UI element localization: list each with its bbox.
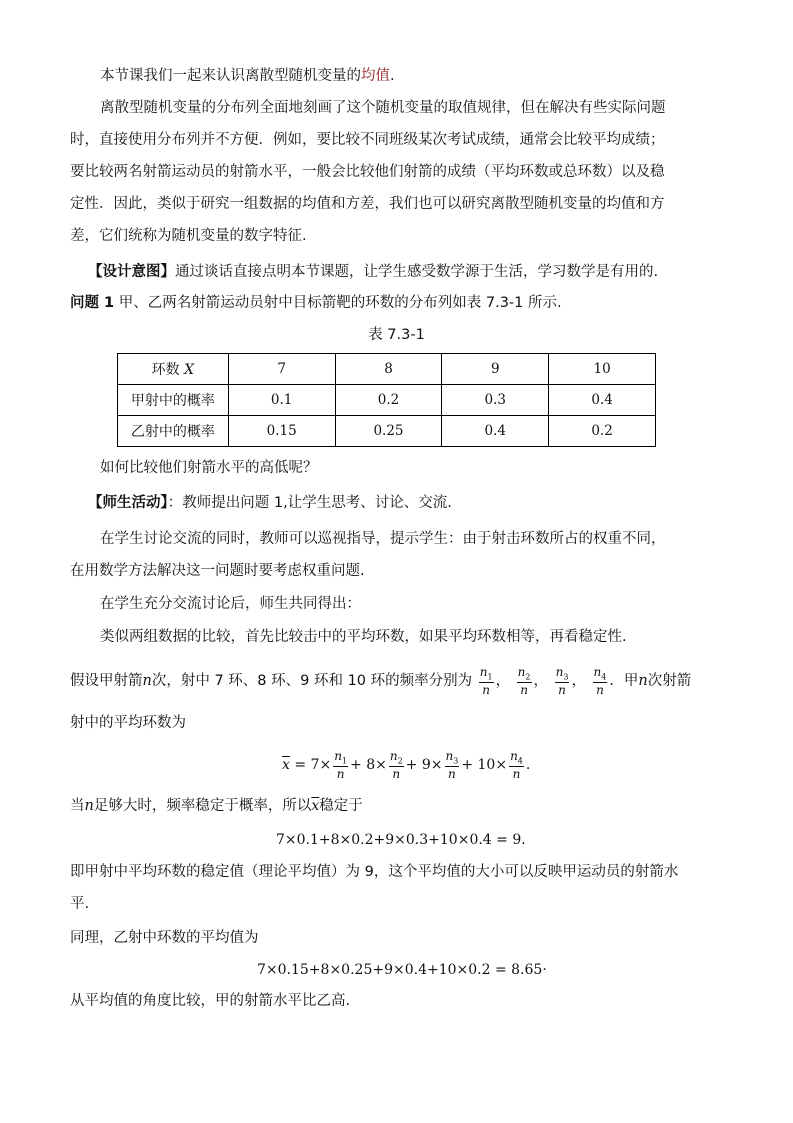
table-row [118, 385, 656, 416]
para2-line-2: 在用数学方法解决这一问题时要考虑权重问题. [70, 563, 365, 579]
design-intent [88, 262, 658, 282]
para1-line-4: 定性．因此，类似于研究一组数据的均值和方差，我们也可以研究离散型随机变量的均值和方 [70, 196, 665, 212]
fraction-n4 [593, 666, 608, 696]
assume-text-d: 次射箭 [647, 673, 692, 690]
question-label: 问题 1 [70, 295, 115, 311]
assume-text-b: 次，射中 7 环、8 环、9 环和 10 环的频率分别为 [151, 673, 473, 690]
intro-text: 本节课我们一起来认识离散型随机变量的 [100, 68, 361, 84]
table-cell: 0.2 [335, 385, 442, 416]
para4: 类似两组数据的比较，首先比较击中的平均环数，如果平均环数相等，再看稳定性. [100, 629, 627, 645]
table-row-label: 甲射中的概率 [118, 385, 229, 416]
frac-num: n [479, 665, 488, 679]
table-header-cell: 10 [549, 354, 656, 385]
frac-num: n [555, 665, 564, 679]
table-caption: 表 7.3-1 [368, 327, 425, 343]
fraction-n3: $\frac{n_3}{n}$ [445, 749, 459, 782]
n-variable: n [142, 673, 152, 690]
table-row [118, 416, 656, 447]
intro-highlight: 均值 [361, 68, 390, 84]
frac-sub: 4 [601, 672, 607, 682]
frac-den: n [482, 683, 491, 698]
conclusion: 从平均值的角度比较，甲的射箭水平比乙高. [70, 993, 351, 1009]
table-cell: 0.4 [549, 385, 656, 416]
header-variable: X [184, 362, 195, 378]
frac-sub: 3 [563, 672, 569, 682]
table-header-row [118, 354, 656, 385]
frac-sub: 1 [487, 672, 493, 682]
x-bar: $\overline{x}$ [311, 798, 320, 814]
table-cell: 0.25 [335, 416, 442, 447]
para3: 在学生充分交流讨论后，师生共同得出： [100, 596, 361, 612]
table-header-cell: 7 [228, 354, 335, 385]
table-cell: 0.4 [442, 416, 549, 447]
when-text-c: 稳定于 [319, 798, 363, 814]
assume-text-a: 假设甲射箭 [70, 673, 143, 690]
frac-den: n [558, 683, 566, 698]
formula-term: + 8× [350, 757, 387, 774]
assume-text-c: ．甲 [609, 673, 639, 690]
fraction-n4: $\frac{n_4}{n}$ [510, 749, 523, 782]
n-variable: n [84, 798, 94, 814]
intro-end: . [390, 68, 395, 84]
formula-expectation-b: 7×0.15+8×0.25+9×0.4+10×0.2 = 8.65· [257, 962, 547, 978]
result-line-2: 平. [70, 896, 90, 912]
para1-line-3: 要比较两名射箭运动员的射箭水平，一般会比较他们射箭的成绩（平均环数或总环数）以及稳 [70, 164, 665, 180]
question-1 [70, 293, 562, 313]
activity-text: ：教师提出问题 1,让学生思考、讨论、交流. [167, 495, 452, 511]
formula-term: + 9× [405, 757, 443, 774]
table-header-cell: 9 [442, 354, 549, 385]
fraction-n2 [517, 666, 532, 696]
formula-average [282, 750, 530, 780]
result-line-1: 即甲射中平均环数的稳定值（理论平均值）为 9，这个平均值的大小可以反映甲运动员的射箭水 [70, 864, 679, 880]
table-cell: 0.2 [549, 416, 656, 447]
para2-line-1: 在学生讨论交流的同时，教师可以巡视指导，提示学生：由于射击环数所占的权重不同， [100, 531, 666, 547]
para1-line-1: 离散型随机变量的分布列全面地刻画了这个随机变量的取值规律，但在解决有些实际问题 [100, 100, 666, 116]
teacher-activity [88, 493, 452, 513]
intro-line [100, 66, 395, 86]
para1-line-2: 时，直接使用分布列并不方便．例如，要比较不同班级某次考试成绩，通常会比较平均成绩； [70, 132, 665, 148]
formula-end: . [525, 757, 531, 774]
para1-line-5: 差，它们统称为随机变量的数字特征. [70, 228, 307, 244]
fraction-n1 [479, 666, 494, 696]
distribution-table [117, 353, 656, 447]
fraction-n1: $\frac{n_1}{n}$ [334, 749, 348, 782]
table-header-cell [118, 354, 229, 385]
x-bar: $\overline{x}$ [282, 757, 290, 774]
question-text: 甲、乙两名射箭运动员射中目标箭靶的环数的分布列如表 7.3-1 所示. [114, 295, 562, 311]
table-cell: 0.1 [228, 385, 335, 416]
when-line [70, 796, 363, 816]
frac-sub: 2 [525, 672, 531, 682]
same-line: 同理，乙射中环数的平均值为 [70, 930, 259, 946]
average-label: 射中的平均环数为 [70, 715, 186, 731]
design-intent-label: 【设计意图】 [88, 264, 175, 280]
formula-expectation-a: 7×0.1+8×0.2+9×0.3+10×0.4 = 9． [276, 832, 536, 848]
table-cell: 0.15 [228, 416, 335, 447]
when-text-a: 当 [70, 798, 85, 814]
header-label: 环数 [151, 362, 185, 378]
fraction-n2: $\frac{n_2}{n}$ [389, 749, 403, 782]
frac-den: n [520, 683, 528, 698]
frac-num: n [593, 665, 602, 679]
fraction-n3 [555, 666, 570, 696]
after-table-question: 如何比较他们射箭水平的高低呢？ [100, 460, 318, 476]
frac-den: n [596, 683, 604, 698]
formula-term: + 10× [461, 757, 508, 774]
frac-num: n [517, 665, 526, 679]
when-text-b: 足够大时，频率稳定于概率，所以 [93, 798, 312, 814]
table-header-cell: 8 [335, 354, 442, 385]
assume-line: 假设甲射箭n次，射中 7 环、8 环、9 环和 10 环的频率分别为 $\frac{n_1}{n}$ ， $\frac{n_2}{n}$ ， $\frac{n_3}{n}$ ， $\frac{n_4}{n}$ ．甲n次射箭 [70, 665, 692, 698]
design-intent-text: 通过谈话直接点明本节课题，让学生感受数学源于生活，学习数学是有用的. [175, 264, 659, 280]
activity-label: 【师生活动】 [88, 495, 168, 511]
formula-term: = 7× [294, 757, 332, 774]
table-cell: 0.3 [442, 385, 549, 416]
n-variable: n [638, 673, 648, 690]
table-row-label: 乙射中的概率 [118, 416, 229, 447]
